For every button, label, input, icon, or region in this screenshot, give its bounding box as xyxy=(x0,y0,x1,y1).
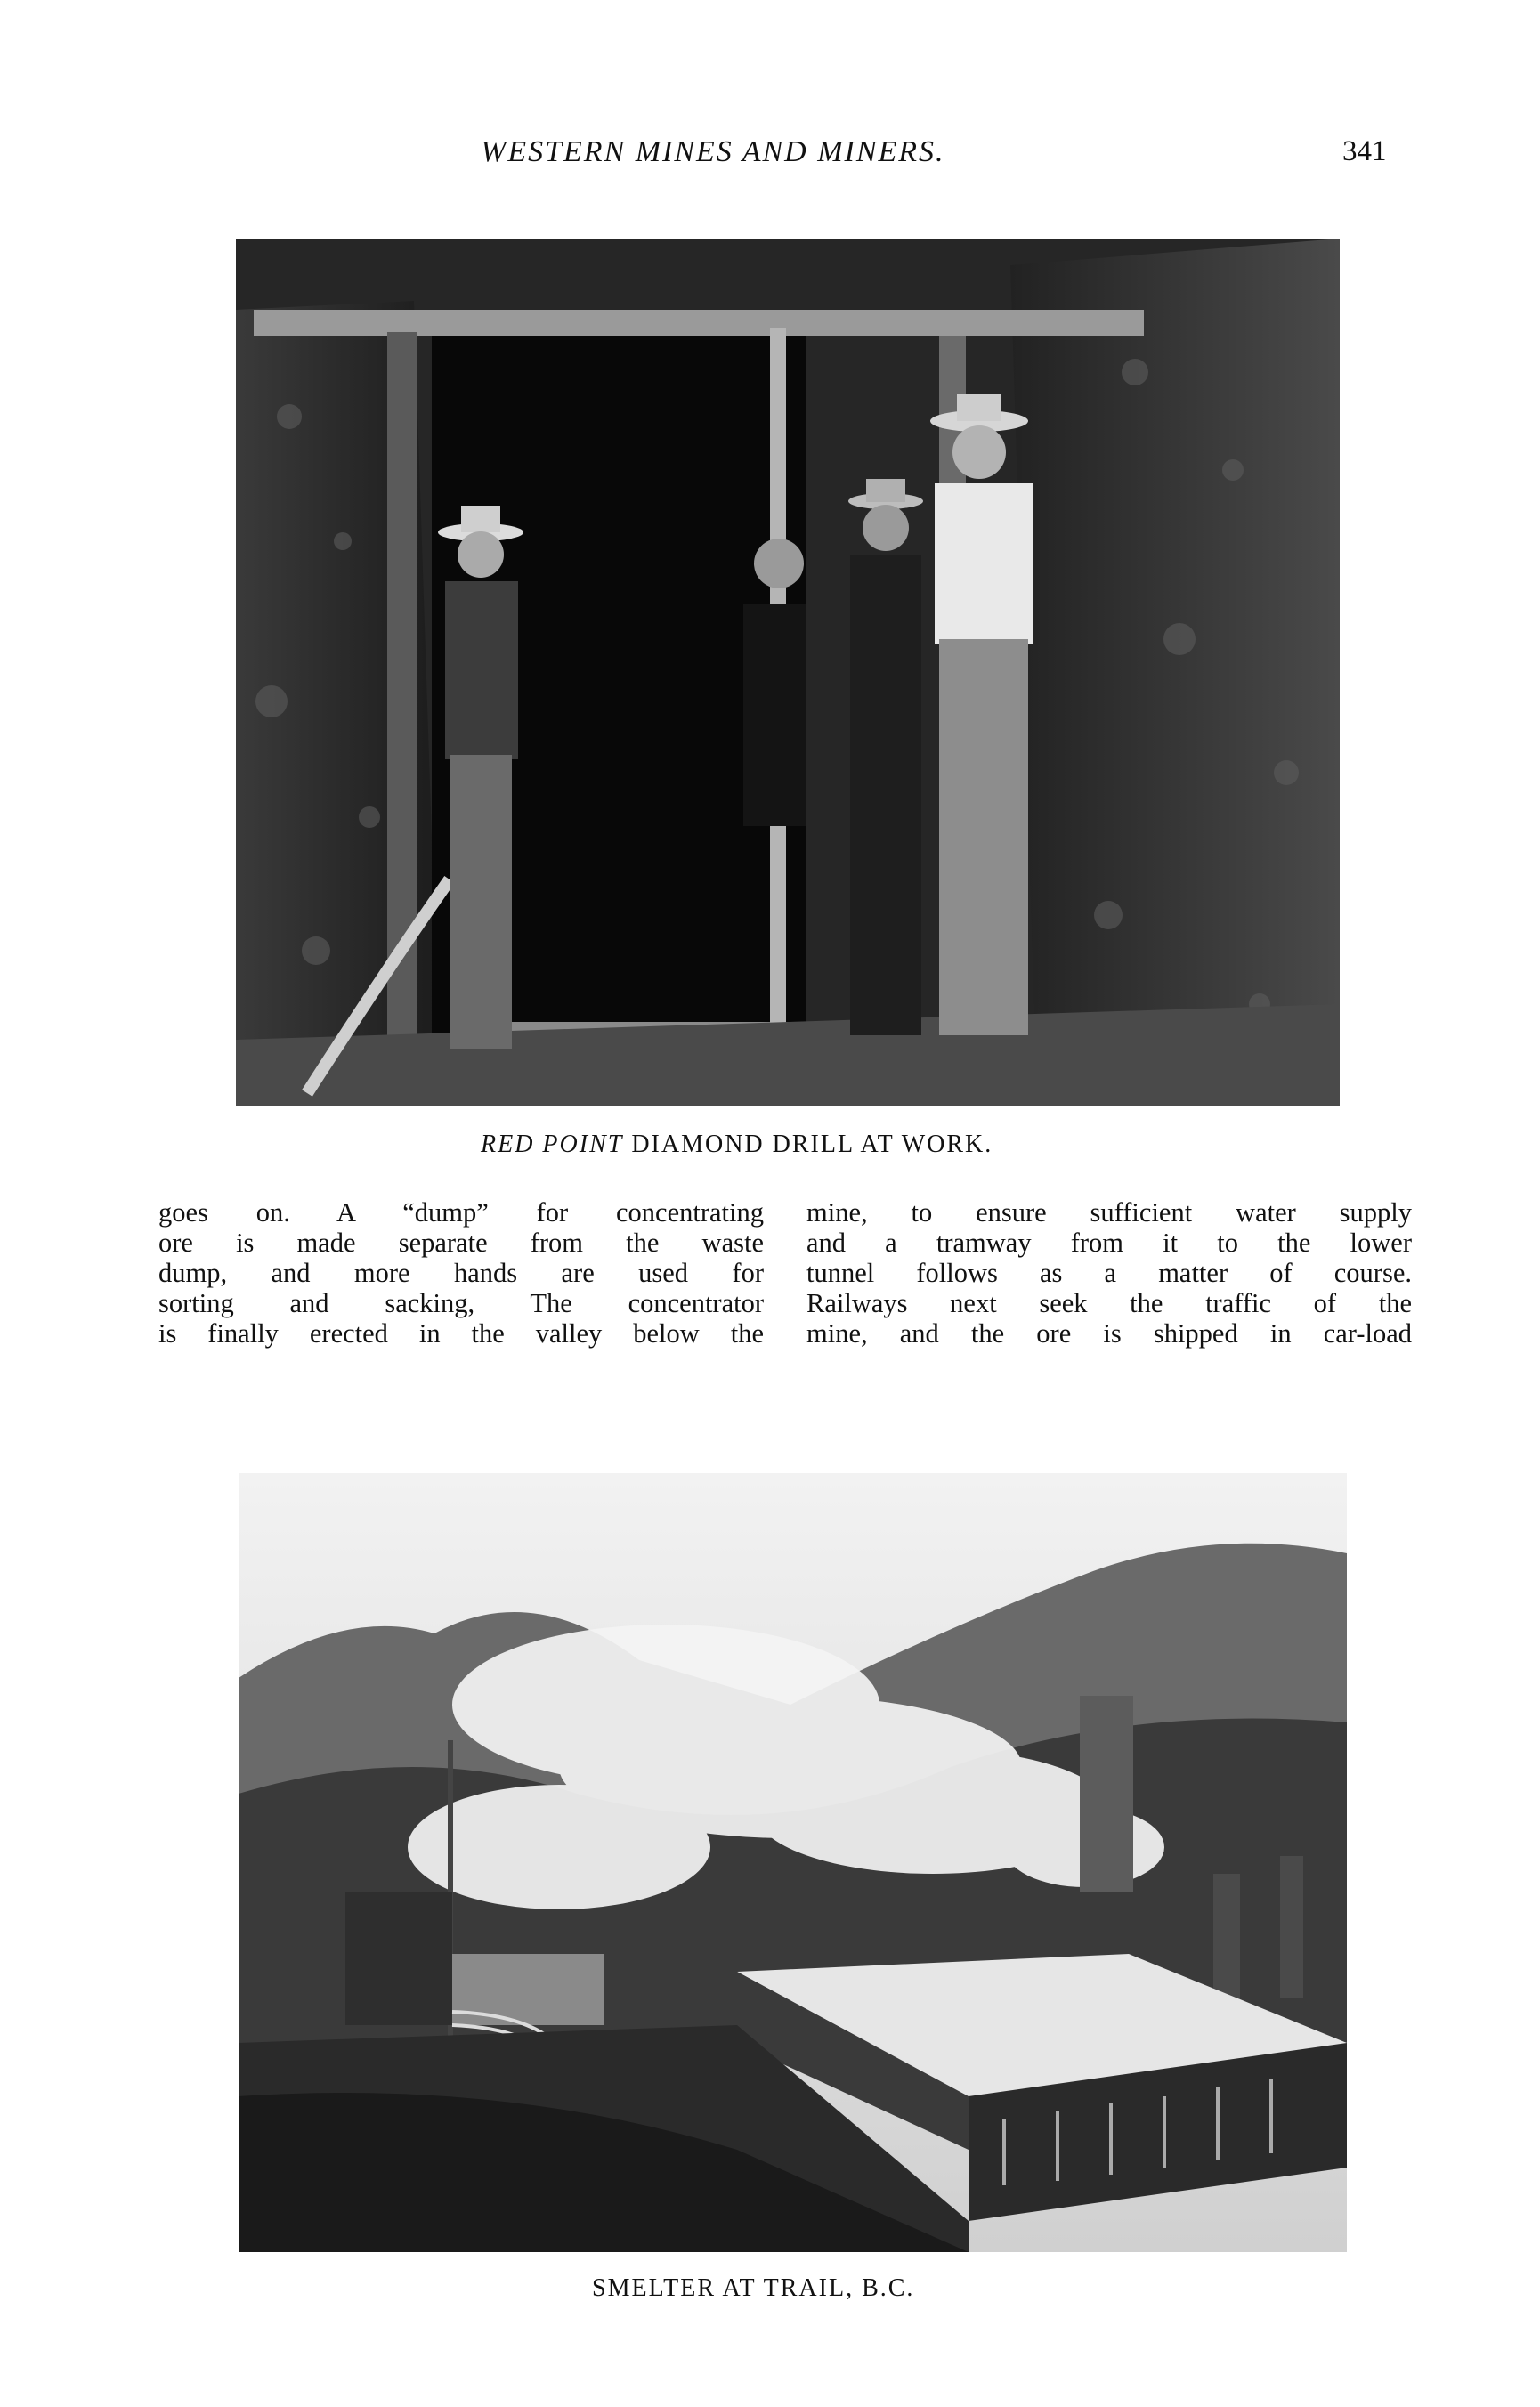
body-line: sorting and sacking, The concentrator xyxy=(158,1288,764,1318)
running-title: WESTERN MINES AND MINERS. xyxy=(481,135,945,168)
page-number: 341 xyxy=(1342,135,1387,167)
body-column-right xyxy=(806,1197,1412,1349)
body-line: mine, and the ore is shipped in car-load xyxy=(806,1318,1412,1349)
body-line: goes on. A “dump” for concentrating xyxy=(158,1197,764,1228)
body-line: tunnel follows as a matter of course. xyxy=(806,1258,1412,1288)
figure-caption-bottom: SMELTER AT TRAIL, B.C. xyxy=(592,2274,915,2302)
body-line: is finally erected in the valley below the xyxy=(158,1318,764,1349)
figure-caption-top xyxy=(481,1131,993,1159)
diamond-drill-photo xyxy=(236,239,1340,1106)
body-line: Railways next seek the traffic of the xyxy=(806,1288,1412,1318)
smelter-photo xyxy=(239,1473,1347,2252)
caption-italic-part: RED POINT xyxy=(481,1131,624,1158)
caption-rest-part: DIAMOND DRILL AT WORK. xyxy=(623,1131,993,1158)
body-column-left xyxy=(158,1197,764,1349)
body-line: dump, and more hands are used for xyxy=(158,1258,764,1288)
body-line: mine, to ensure sufficient water supply xyxy=(806,1197,1412,1228)
body-line: and a tramway from it to the lower xyxy=(806,1228,1412,1258)
body-line: ore is made separate from the waste xyxy=(158,1228,764,1258)
